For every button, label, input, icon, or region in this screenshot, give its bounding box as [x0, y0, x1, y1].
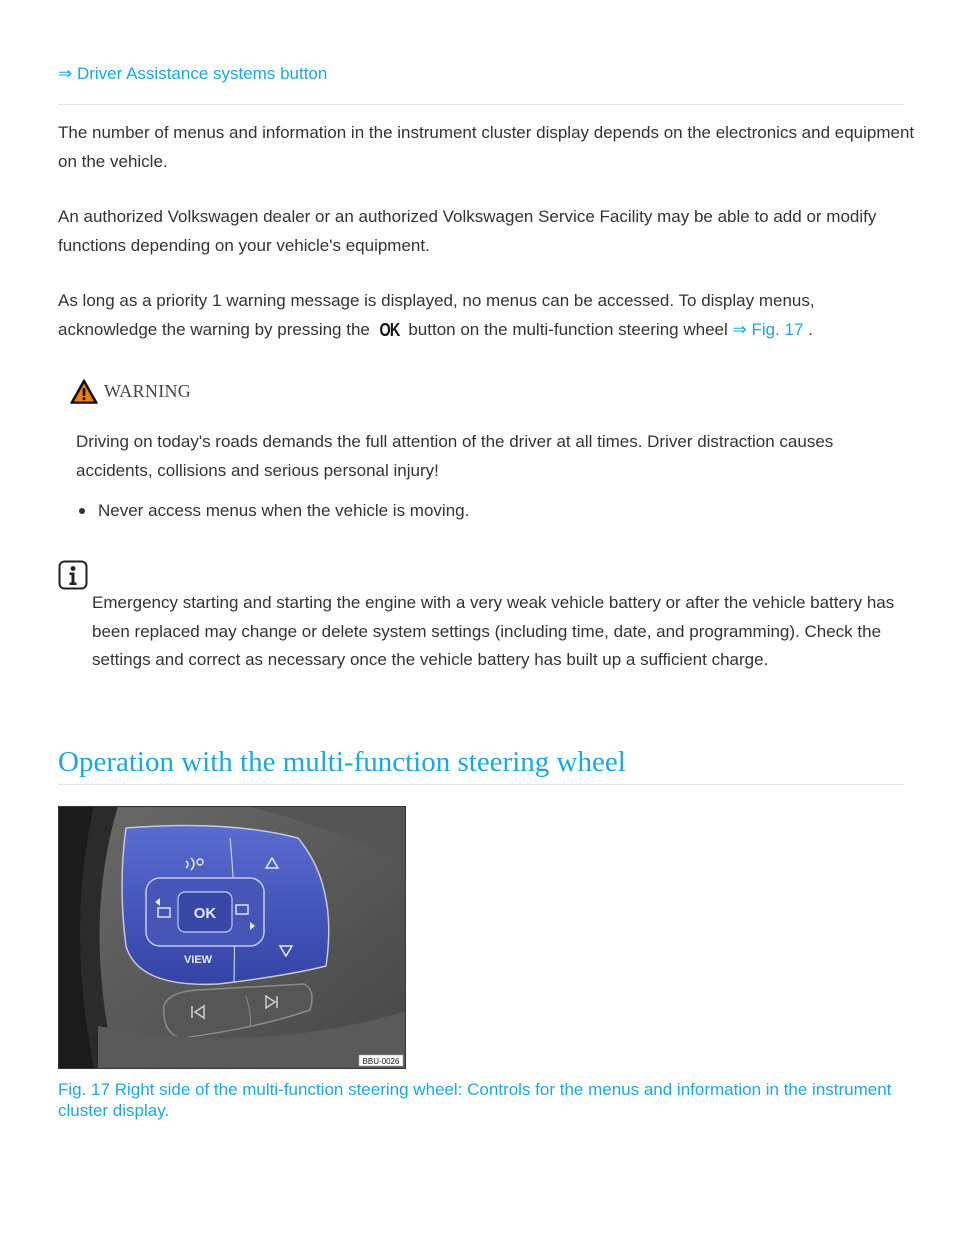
figure-caption: Fig. 17 Right side of the multi-function steering wheel: Controls for the menus and information in the instrument cluster display. [58, 1080, 892, 1120]
paragraph-text-2: button on the multi-function steering wheel [408, 320, 728, 339]
view-button-label: VIEW [183, 954, 213, 966]
warning-title: WARNING [104, 380, 192, 401]
bullet-text: Never access menus when the vehicle is moving. [98, 501, 470, 520]
paragraph-warning-message [58, 286, 918, 345]
divider-2 [58, 784, 904, 785]
warning-bullet [79, 498, 469, 524]
fig-17-link[interactable]: ⇒ Fig. 17 [732, 320, 804, 339]
figure-code: BBU-0026 [362, 1057, 400, 1066]
paragraph-text: As long as a priority 1 warning message is displayed, no menus can be accessed. To display menus, acknowledge the warning by pressing the [58, 291, 815, 339]
warning-header [70, 376, 191, 406]
paragraph-dealer: An authorized Volkswagen dealer or an authorized Volkswagen Service Facility may be able to add or modify functions depending on your vehicle's equipment. [58, 207, 877, 255]
warning-triangle-icon [70, 379, 98, 404]
section-heading: Operation with the multi-function steering wheel [58, 746, 626, 778]
paragraph-menus-info: The number of menus and information in the instrument cluster display depends on the electronics and equipment on the vehicle. [58, 123, 915, 171]
steering-wheel-figure [58, 806, 406, 1069]
info-icon [58, 560, 88, 590]
note-text: Emergency starting and starting the engine with a very weak vehicle battery or after the vehicle battery has been replaced may change or delete system settings (including time, date, and programming). Check the settings and correct as necessary once the vehicle battery has built up a sufficient charge. [92, 593, 895, 669]
ok-button-label: OK [193, 905, 217, 922]
paragraph-end: . [808, 320, 813, 339]
warning-text: Driving on today's roads demands the full attention of the driver at all times. Driver distraction causes accidents, collisions and serious personal injury! [76, 432, 834, 480]
bullet-icon [79, 508, 85, 514]
ok-button-icon: OK [379, 320, 400, 340]
driver-assistance-link[interactable]: ⇒ Driver Assistance systems button [58, 64, 328, 83]
divider [58, 104, 904, 105]
